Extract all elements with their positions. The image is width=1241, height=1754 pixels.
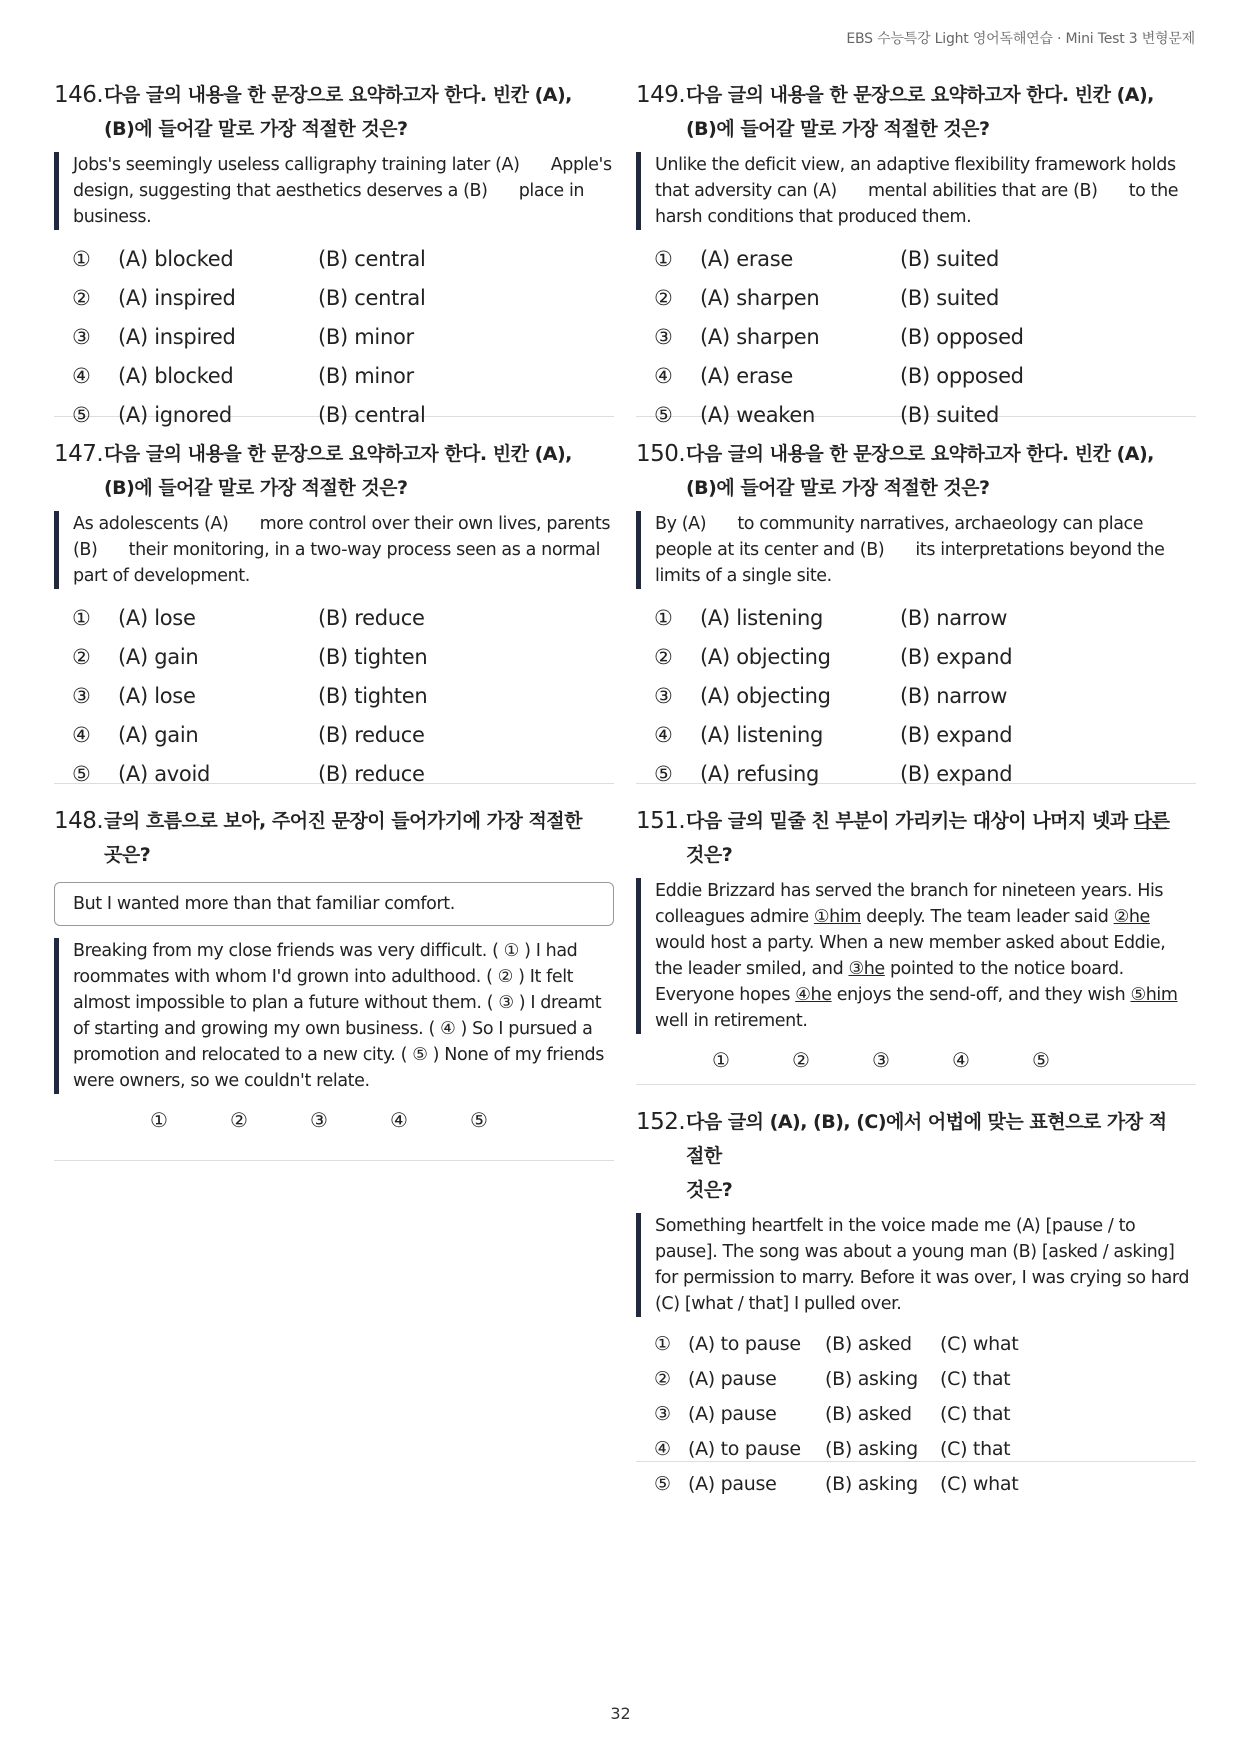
option-marker: ① <box>654 1333 671 1355</box>
option-a: (A) listening <box>700 606 824 630</box>
option-a: (A) gain <box>118 645 199 669</box>
choice-5[interactable]: ⑤ <box>1032 1048 1050 1072</box>
option-b: (B) asking <box>825 1368 918 1390</box>
answer-option-5[interactable] <box>72 396 614 435</box>
prompt-line-1: 다음 글의 내용을 한 문장으로 요약하고자 한다. 빈칸 (A), <box>104 84 572 106</box>
question-151 <box>636 804 1196 1084</box>
question-header <box>636 78 1196 146</box>
option-b: (B) minor <box>318 364 414 388</box>
option-b: (B) narrow <box>900 684 1008 708</box>
option-marker: ⑤ <box>72 762 91 786</box>
passage-text: deeply. The team leader said <box>860 907 1114 927</box>
choice-3[interactable]: ③ <box>872 1048 890 1072</box>
question-prompt <box>104 804 602 872</box>
answer-choices <box>54 1108 614 1132</box>
passage-text: Jobs's seemingly useless calligraphy training later (A) <box>73 155 520 175</box>
question-prompt <box>686 78 1174 146</box>
question-number: 146. <box>54 82 104 108</box>
option-b: (B) central <box>318 403 426 427</box>
answer-option-5[interactable] <box>654 755 1196 794</box>
passage-text: Unlike the deficit view, an adaptive flexibility framework holds that adversity can (A) <box>655 155 1176 201</box>
answer-choices <box>636 1048 1196 1072</box>
option-marker: ③ <box>72 684 91 708</box>
answer-option-3[interactable] <box>72 677 614 716</box>
passage <box>636 878 1196 1034</box>
underlined-1: ①him <box>813 907 861 927</box>
choice-3[interactable]: ③ <box>310 1108 328 1132</box>
underlined-3: ③he <box>848 959 885 979</box>
choice-2[interactable]: ② <box>792 1048 810 1072</box>
option-a: (A) lose <box>118 606 196 630</box>
prompt-line-1: 글의 흐름으로 보아, 주어진 문장이 들어가기에 가장 적절한 <box>104 810 583 832</box>
prompt-line-2: (B)에 들어갈 말로 가장 적절한 것은? <box>686 477 990 499</box>
question-number: 150. <box>636 441 686 467</box>
option-b: (B) tighten <box>318 684 428 708</box>
prompt-line-1: 다음 글의 내용을 한 문장으로 요약하고자 한다. 빈칸 (A), <box>686 84 1154 106</box>
underlined-4: ④he <box>795 985 832 1005</box>
option-marker: ③ <box>654 325 673 349</box>
option-b: (B) opposed <box>900 364 1024 388</box>
underlined-5: ⑤him <box>1130 985 1178 1005</box>
answer-options <box>54 599 614 794</box>
option-marker: ③ <box>654 684 673 708</box>
answer-option-1[interactable] <box>654 1327 1196 1362</box>
question-147 <box>54 437 614 786</box>
option-marker: ① <box>72 247 91 271</box>
option-marker: ③ <box>72 325 91 349</box>
option-a: (A) pause <box>688 1368 777 1390</box>
passage-text: pointed to the notice board. Everyone hopes <box>655 959 1124 1005</box>
passage: Something heartfelt in the voice made me (A) [pause / to pause]. The song was about a young man (B) [asked / asking] for permission to marry. Before it was over, I was crying so hard (C) [what / that] I pulled over. <box>636 1213 1196 1317</box>
option-b: (B) asking <box>825 1438 918 1460</box>
answer-option-4[interactable] <box>72 716 614 755</box>
answer-option-2[interactable] <box>654 279 1196 318</box>
option-b: (B) central <box>318 247 426 271</box>
answer-option-1[interactable] <box>72 599 614 638</box>
option-a: (A) pause <box>688 1403 777 1425</box>
answer-option-5[interactable] <box>654 396 1196 435</box>
option-marker: ③ <box>654 1403 671 1425</box>
option-b: (B) asking <box>825 1473 918 1495</box>
option-b: (B) expand <box>900 645 1013 669</box>
choice-5[interactable]: ⑤ <box>470 1108 488 1132</box>
question-prompt <box>686 804 1190 872</box>
prompt-line-2: 곳은? <box>104 844 151 866</box>
question-number: 151. <box>636 808 686 834</box>
option-c: (C) what <box>940 1333 1019 1355</box>
option-a: (A) objecting <box>700 645 831 669</box>
passage-text: more control over their own lives, parents (B) <box>73 514 611 560</box>
prompt-line-1: 다음 글의 내용을 한 문장으로 요약하고자 한다. 빈칸 (A), <box>104 443 572 465</box>
option-b: (B) suited <box>900 403 1000 427</box>
option-a: (A) to pause <box>688 1438 801 1460</box>
question-prompt <box>104 437 592 505</box>
option-a: (A) listening <box>700 723 824 747</box>
option-a: (A) avoid <box>118 762 211 786</box>
given-sentence-box: But I wanted more than that familiar comfort. <box>54 882 614 926</box>
prompt-line-2: 것은? <box>686 844 733 866</box>
page-number: 32 <box>610 1704 631 1723</box>
option-marker: ⑤ <box>654 1473 671 1495</box>
question-prompt <box>686 437 1174 505</box>
answer-option-3[interactable] <box>654 318 1196 357</box>
prompt-line-2: (B)에 들어갈 말로 가장 적절한 것은? <box>104 477 408 499</box>
question-number: 147. <box>54 441 104 467</box>
underlined-2: ②he <box>1113 907 1150 927</box>
question-prompt <box>686 1105 1196 1207</box>
option-c: (C) what <box>940 1473 1019 1495</box>
option-marker: ① <box>654 606 673 630</box>
question-146 <box>54 78 614 427</box>
passage-text: As adolescents (A) <box>73 514 229 534</box>
passage-text: place in business. <box>73 181 585 227</box>
answer-options <box>636 240 1196 435</box>
question-number: 152. <box>636 1109 686 1135</box>
prompt-line-1: 다음 글의 (A), (B), (C)에서 어법에 맞는 표현으로 가장 적절한 <box>686 1111 1167 1167</box>
option-b: (B) suited <box>900 247 1000 271</box>
option-a: (A) erase <box>700 247 794 271</box>
option-marker: ④ <box>72 723 91 747</box>
question-149 <box>636 78 1196 427</box>
answer-options <box>54 240 614 435</box>
passage-text: well in retirement. <box>655 1011 808 1031</box>
answer-option-4[interactable] <box>654 716 1196 755</box>
question-prompt <box>104 78 592 146</box>
option-a: (A) gain <box>118 723 199 747</box>
option-a: (A) blocked <box>118 247 234 271</box>
question-number: 149. <box>636 82 686 108</box>
option-marker: ② <box>72 286 91 310</box>
passage-text: their monitoring, in a two-way process seen as a normal part of development. <box>73 540 601 586</box>
question-header <box>636 804 1196 872</box>
prompt-line-2: (B)에 들어갈 말로 가장 적절한 것은? <box>104 118 408 140</box>
option-b: (B) reduce <box>318 762 425 786</box>
option-marker: ② <box>654 286 673 310</box>
answer-option-2[interactable] <box>654 1362 1196 1397</box>
option-b: (B) asked <box>825 1333 912 1355</box>
option-b: (B) expand <box>900 762 1013 786</box>
answer-option-4[interactable] <box>72 357 614 396</box>
choice-2[interactable]: ② <box>230 1108 248 1132</box>
passage-text: Apple's design, suggesting that aesthetics deserves a (B) <box>73 155 612 201</box>
answer-options <box>636 599 1196 794</box>
option-marker: ② <box>654 645 673 669</box>
prompt-line-1: 다음 글의 내용을 한 문장으로 요약하고자 한다. 빈칸 (A), <box>686 443 1154 465</box>
answer-option-1[interactable] <box>72 240 614 279</box>
option-a: (A) weaken <box>700 403 816 427</box>
passage-text: Eddie Brizzard has served the branch for nineteen years. His colleagues admire <box>655 881 1164 927</box>
passage-text: would host a party. When a new member asked about Eddie, the leader smiled, and <box>655 933 1166 979</box>
passage-text: to the harsh conditions that produced them. <box>655 181 1179 227</box>
option-c: (C) that <box>940 1438 1011 1460</box>
choice-1[interactable]: ① <box>150 1108 168 1132</box>
answer-option-4[interactable] <box>654 1432 1196 1467</box>
option-marker: ⑤ <box>72 403 91 427</box>
answer-option-1[interactable] <box>654 599 1196 638</box>
option-marker: ④ <box>654 1438 671 1460</box>
option-marker: ④ <box>72 364 91 388</box>
option-a: (A) sharpen <box>700 286 820 310</box>
passage <box>54 511 614 589</box>
option-b: (B) opposed <box>900 325 1024 349</box>
option-a: (A) pause <box>688 1473 777 1495</box>
option-b: (B) minor <box>318 325 414 349</box>
option-a: (A) ignored <box>118 403 232 427</box>
prompt-line-2: 것은? <box>686 1179 733 1201</box>
prompt-emphasis: 다른 <box>1133 810 1170 832</box>
option-marker: ⑤ <box>654 403 673 427</box>
passage <box>636 152 1196 230</box>
answer-option-5[interactable] <box>654 1467 1196 1502</box>
answer-option-3[interactable] <box>654 677 1196 716</box>
option-a: (A) objecting <box>700 684 831 708</box>
option-a: (A) refusing <box>700 762 820 786</box>
question-header <box>54 804 614 872</box>
left-column <box>54 78 614 1161</box>
choice-4[interactable]: ④ <box>390 1108 408 1132</box>
passage <box>54 152 614 230</box>
answer-option-1[interactable] <box>654 240 1196 279</box>
answer-options <box>636 1327 1196 1502</box>
option-marker: ② <box>654 1368 671 1390</box>
passage-text: to community narratives, archaeology can place people at its center and (B) <box>655 514 1144 560</box>
passage: Breaking from my close friends was very difficult. ( ① ) I had roommates with whom I'd grown into adulthood. ( ② ) It felt almost impossible to plan a future without them. ( ③ ) I dreamt of starting and growing my own business. ( ④ ) So I pursued a promotion and relocated to a new city. ( ⑤ ) None of my friends were owners, so we couldn't relate. <box>54 938 614 1094</box>
question-header <box>54 437 614 505</box>
option-b: (B) expand <box>900 723 1013 747</box>
option-b: (B) reduce <box>318 723 425 747</box>
option-marker: ⑤ <box>654 762 673 786</box>
option-a: (A) lose <box>118 684 196 708</box>
answer-option-2[interactable] <box>654 638 1196 677</box>
question-150 <box>636 437 1196 786</box>
prompt-line-2: (B)에 들어갈 말로 가장 적절한 것은? <box>686 118 990 140</box>
question-header <box>636 437 1196 505</box>
option-marker: ① <box>654 247 673 271</box>
right-column <box>636 78 1196 1495</box>
option-marker: ① <box>72 606 91 630</box>
passage-text: By (A) <box>655 514 707 534</box>
option-c: (C) that <box>940 1368 1011 1390</box>
answer-option-3[interactable] <box>72 318 614 357</box>
question-148 <box>54 804 614 1174</box>
option-b: (B) suited <box>900 286 1000 310</box>
option-b: (B) narrow <box>900 606 1008 630</box>
answer-option-5[interactable] <box>72 755 614 794</box>
passage-text: its interpretations beyond the limits of a single site. <box>655 540 1165 586</box>
option-a: (A) inspired <box>118 325 236 349</box>
answer-option-4[interactable] <box>654 357 1196 396</box>
choice-1[interactable]: ① <box>712 1048 730 1072</box>
option-a: (A) inspired <box>118 286 236 310</box>
option-b: (B) central <box>318 286 426 310</box>
choice-4[interactable]: ④ <box>952 1048 970 1072</box>
divider <box>636 1084 1196 1085</box>
option-marker: ② <box>72 645 91 669</box>
question-header <box>636 1105 1196 1207</box>
question-header <box>54 78 614 146</box>
option-a: (A) sharpen <box>700 325 820 349</box>
option-c: (C) that <box>940 1403 1011 1425</box>
option-b: (B) asked <box>825 1403 912 1425</box>
question-152 <box>636 1105 1196 1495</box>
passage-text: mental abilities that are (B) <box>868 181 1098 201</box>
prompt-line-1: 다음 글의 밑줄 친 부분이 가리키는 대상이 나머지 넷과 <box>686 810 1134 832</box>
answer-option-2[interactable] <box>72 279 614 318</box>
option-b: (B) reduce <box>318 606 425 630</box>
option-marker: ④ <box>654 723 673 747</box>
page-header: EBS 수능특강 Light 영어독해연습 · Mini Test 3 변형문제 <box>846 31 1195 47</box>
option-b: (B) tighten <box>318 645 428 669</box>
option-a: (A) erase <box>700 364 794 388</box>
option-a: (A) to pause <box>688 1333 801 1355</box>
option-a: (A) blocked <box>118 364 234 388</box>
answer-option-3[interactable] <box>654 1397 1196 1432</box>
option-marker: ④ <box>654 364 673 388</box>
question-number: 148. <box>54 808 104 834</box>
passage-text: enjoys the send-off, and they wish <box>831 985 1131 1005</box>
passage <box>636 511 1196 589</box>
answer-option-2[interactable] <box>72 638 614 677</box>
